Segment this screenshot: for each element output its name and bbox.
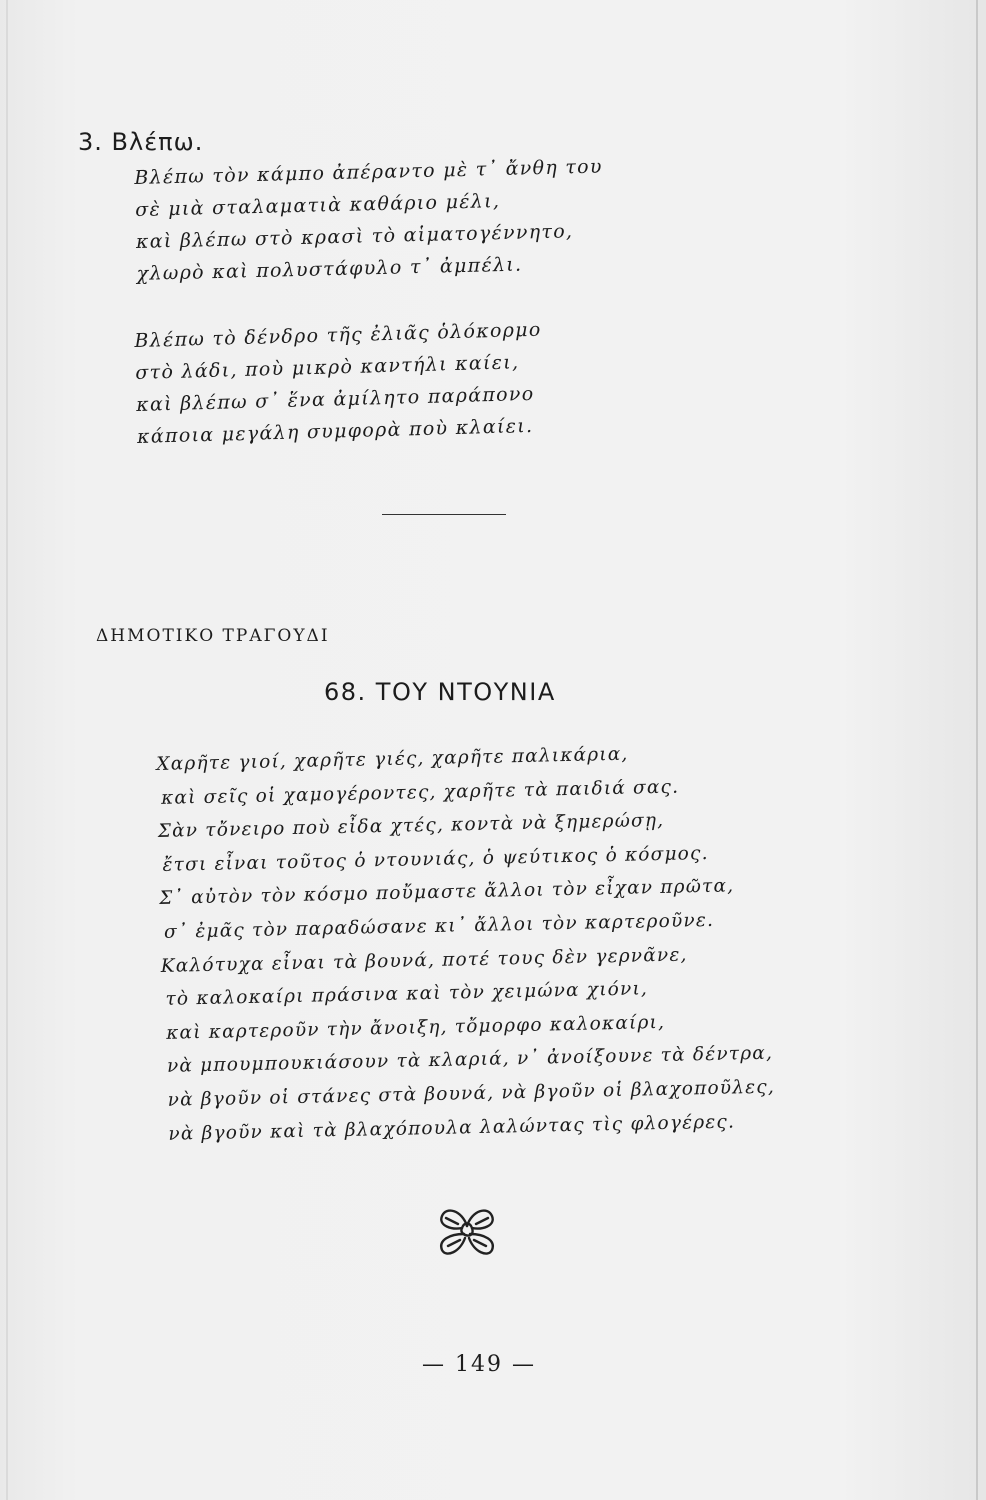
poem-line: Βλέπω τὸν κάμπο ἀπέραντο μὲ τ᾽ ἄνθη του: [134, 155, 604, 189]
song-line: ἔτσι εἶναι τοῦτος ὁ ντουνιάς, ὁ ψεύτικος ὁ κόσμος.: [162, 842, 709, 876]
song-line: νὰ μπουμπουκιάσουν τὰ κλαριά, ν᾽ ἀνοίξουνε τὰ δέντρα,: [166, 1042, 774, 1078]
poem-line: καὶ βλέπω στὸ κρασὶ τὸ αἱματογέννητο,: [135, 220, 574, 253]
section-divider: [382, 514, 506, 515]
song-line: Χαρῆτε γιοί, χαρῆτε γιές, χαρῆτε παλικάρια,: [156, 743, 629, 775]
page-left-edge: [6, 0, 8, 1500]
section-heading: ΔΗΜΟΤΙΚΟ ΤΡΑΓΟΥΔΙ: [96, 626, 330, 646]
song-line: σ᾽ ἐμᾶς τὸν παραδώσανε κι᾽ ἄλλοι τὸν καρτεροῦνε.: [163, 909, 715, 943]
poem-line: Βλέπω τὸ δένδρο τῆς ἐλιᾶς ὁλόκορμο: [134, 318, 542, 352]
song-line: καὶ σεῖς οἱ χαμογέροντες, χαρῆτε τὰ παιδιά σας.: [160, 776, 680, 809]
poem-stanza-2: [134, 314, 545, 453]
poem-title: 3. Βλέπω.: [78, 128, 204, 156]
song-line: νὰ βγοῦν οἱ στάνες στὰ βουνά, νὰ βγοῦν οἱ βλαχοποῦλες,: [167, 1076, 776, 1111]
song-line: Καλότυχα εἶναι τὰ βουνά, ποτέ τους δὲν γερνᾶνε,: [160, 944, 688, 977]
poem-line: καὶ βλέπω σ᾽ ἕνα ἀμίλητο παράπονο: [135, 382, 535, 416]
song-line: νὰ βγοῦν καὶ τὰ βλαχόπουλα λαλώντας τὶς φλογέρες.: [168, 1110, 736, 1145]
page-right-edge: [976, 0, 978, 1500]
poem-line: χλωρὸ καὶ πολυστάφυλο τ᾽ ἀμπέλι.: [136, 253, 523, 285]
flower-ornament-icon: [432, 1196, 502, 1266]
song-line: Σ᾽ αὐτὸν τὸν κόσμο ποὔμαστε ἄλλοι τὸν εἶχαν πρῶτα,: [159, 875, 735, 910]
song-line: καὶ καρτεροῦν τὴν ἄνοιξη, τὄμορφο καλοκαίρι,: [165, 1011, 666, 1044]
poem-line: στὸ λάδι, ποὺ μικρὸ καντήλι καίει,: [135, 351, 520, 384]
poem-stanza-1: [134, 151, 605, 290]
poem-line: κάποια μεγάλη συμφορὰ ποὺ κλαίει.: [136, 414, 534, 448]
poem-line: σὲ μιὰ σταλαματιὰ καθάριο μέλι,: [134, 190, 501, 221]
song-title: 68. ΤΟΥ ΝΤΟΥΝΙΑ: [324, 678, 556, 706]
page-number: — 149 —: [422, 1352, 536, 1377]
song-line: τὸ καλοκαίρι πράσινα καὶ τὸν χειμώνα χιόνι,: [165, 978, 649, 1011]
song-text: [156, 735, 776, 1151]
song-line: Σὰν τὄνειρο ποὺ εἶδα χτές, κοντὰ νὰ ξημερώσῃ,: [157, 810, 665, 843]
